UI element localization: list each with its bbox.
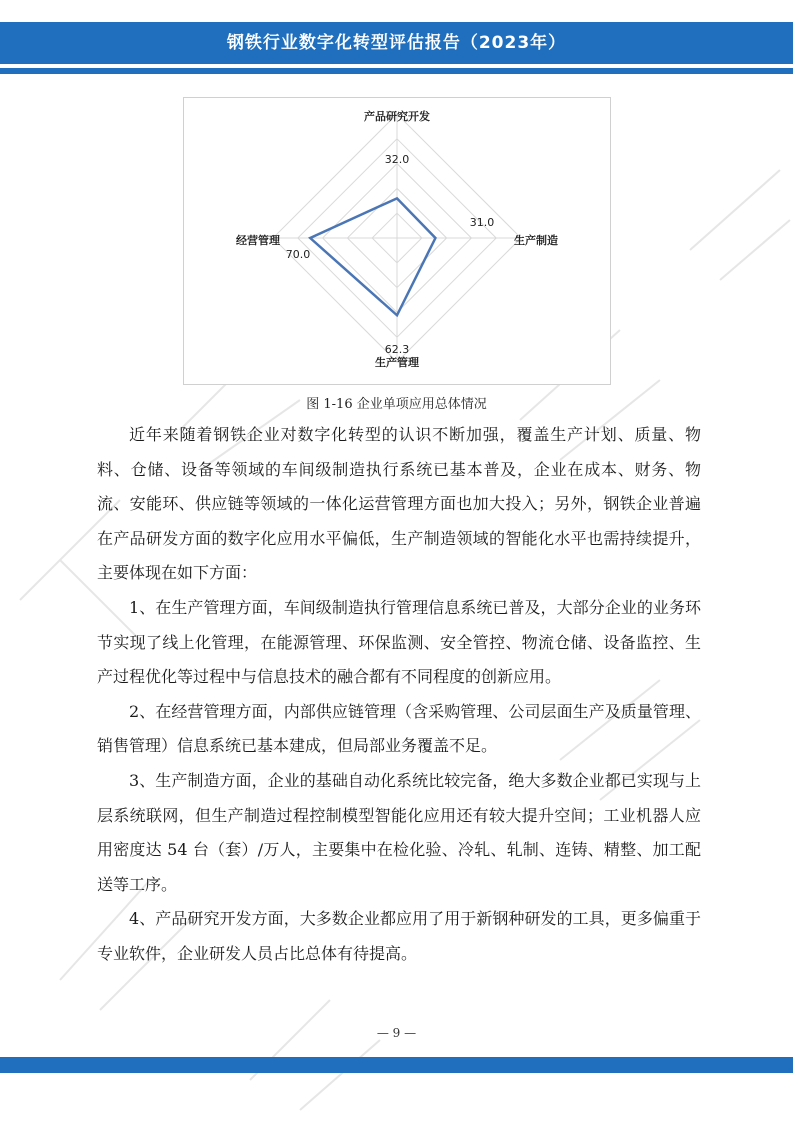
data-label: 62.3 bbox=[384, 343, 410, 356]
page-number: — 9 — bbox=[376, 1026, 417, 1040]
body-text bbox=[97, 418, 701, 972]
axis-label: 生产制造 bbox=[514, 234, 558, 247]
header-bar bbox=[0, 22, 793, 64]
data-label: 31.0 bbox=[469, 216, 495, 229]
paragraph-business-management: 2、在经营管理方面，内部供应链管理（含采购管理、公司层面生产及质量管理、销售管理）信息系统已基本建成，但局部业务覆盖不足。 bbox=[97, 701, 701, 756]
data-label: 70.0 bbox=[285, 248, 311, 261]
axis-label: 生产管理 bbox=[375, 356, 419, 369]
report-title: 钢铁行业数字化转型评估报告（2023年） bbox=[226, 33, 567, 53]
paragraph-rnd: 4、产品研究开发方面，大多数企业都应用了用于新钢种研发的工具，更多偏重于专业软件，企业研发人员占比总体有待提高。 bbox=[97, 909, 701, 963]
radar-chart-svg bbox=[184, 98, 610, 384]
header-divider bbox=[0, 68, 793, 74]
figure-caption: 图 1-16 企业单项应用总体情况 bbox=[306, 397, 487, 412]
data-label: 32.0 bbox=[384, 153, 410, 166]
radar-chart bbox=[183, 97, 611, 385]
paragraph-production-management: 1、在生产管理方面，车间级制造执行管理信息系统已普及，大部分企业的业务环节实现了线上化管理，在能源管理、环保监测、安全管控、物流仓储、设备监控、生产过程优化等过程中与信息技术的融合都有不同程度的创新应用。 bbox=[97, 597, 701, 687]
axis-label: 产品研究开发 bbox=[364, 110, 430, 123]
paragraph-intro: 近年来随着钢铁企业对数字化转型的认识不断加强，覆盖生产计划、质量、物料、仓储、设备等领域的车间级制造执行系统已基本普及，企业在成本、财务、物流、安能环、供应链等领域的一体化运营管理方面也加大投入；另外，钢铁企业普遍在产品研发方面的数字化应用水平偏低，生产制造领域的智能化水平也需持续提升，主要体现在如下方面： bbox=[97, 425, 701, 583]
series-line bbox=[310, 198, 435, 315]
axis-label: 经营管理 bbox=[236, 234, 280, 247]
footer-bar bbox=[0, 1057, 793, 1073]
paragraph-manufacturing: 3、生产制造方面，企业的基础自动化系统比较完备，绝大多数企业都已实现与上层系统联网，但生产制造过程控制模型智能化应用还有较大提升空间；工业机器人应用密度达 54 台（套）/万人，主要集中在检化验、冷轧、轧制、连铸、精整、加工配送等工序。 bbox=[97, 770, 701, 894]
